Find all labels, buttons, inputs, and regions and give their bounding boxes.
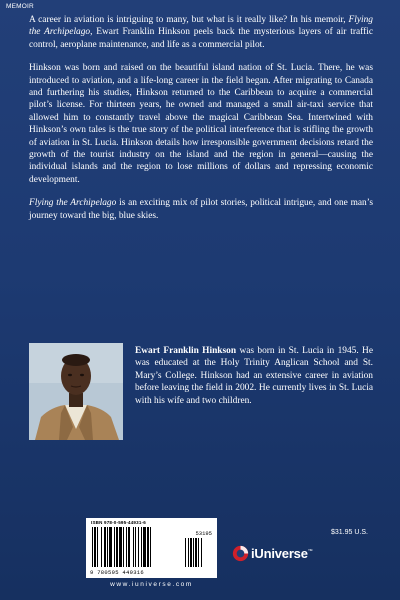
barcode-bar [143,527,146,567]
trademark-symbol: ™ [307,548,313,555]
barcode-bar [188,538,189,567]
barcode-bar [107,527,108,567]
blurb-paragraph-1 [29,14,373,51]
barcode-bar [104,527,106,567]
barcode-bar [94,527,96,567]
publisher-name [251,546,313,561]
barcode-bar [133,527,134,567]
barcode-bar [198,538,199,567]
barcode-bar [141,527,142,567]
barcode-bar [147,527,149,567]
barcode-bar [190,538,192,567]
isbn-digits: 9 780595 449316 [90,569,145,576]
blurb [29,14,373,233]
barcode-bar [193,538,194,567]
barcode-bar [128,527,130,567]
publisher-website: www.iuniverse.com [110,581,193,588]
barcode-bar [101,527,102,567]
author-bio [135,345,373,407]
author-bio-text: was born in St. Lucia in 1945. He was educated at the Holy Trinity Anglican School and St. Mary’s College. Hinkson had an extensive career in aviation before leaving the field in 2002. He currently lives in St. Lucia with his wife and two children. [135,346,373,406]
publisher-logo [232,543,313,563]
publisher-name-text: iUniverse [251,545,308,561]
blurb-paragraph-3 [29,197,373,222]
barcode-bar [138,527,139,567]
author-photo [29,343,123,440]
barcode-bar [119,527,122,567]
book-title-italic: Flying the Archipelago [29,198,117,209]
book-title-italic: Flying the Archipelago [29,15,373,38]
barcode-bar [135,527,136,567]
blurb-paragraph-2: Hinkson was born and raised on the beautiful island nation of St. Lucia. There, he was introduced to aviation, and a life-long career in the field began. After migrating to Canada and furthering his studies, Hinkson returned to the Caribbean to acquire a commercial pilot’s license. For thirteen years, he owned and managed a small air-taxi service that allowed him to constantly travel above the magical Caribbean Sea. Intertwined with Hinkson’s own tales is the true story of the political interference that is stifling the growth of aviation in St. Lucia. Hinkson details how irresponsible government decisions retard the growth of the tourist industry on the island and the region in general—causing the individual islands and the region to lose millions of dollars and repressing economic development. [29,63,373,185]
barcode-bar [114,527,115,567]
barcode-bar [123,527,124,567]
barcode-bar [92,527,93,567]
author-portrait-image [29,343,123,440]
isbn-label: ISBN 978-0-595-44931-6 [91,520,146,525]
barcode-bar [97,527,98,567]
iuniverse-logo-icon [232,545,249,562]
blurb-p3-text: is an exciting mix of pilot stories, political intrigue, and one man’s journey toward the big, blue skies. [29,198,373,221]
barcode-bar [109,527,112,567]
author-name: Ewart Franklin Hinkson [135,346,237,356]
blurb-p1-text-end: , Ewart Franklin Hinkson peels back the mysterious layers of air traffic control, aeroplane maintenance, and life as a commercial pilot. [29,27,374,50]
barcode-bar [201,538,202,567]
author-section [29,343,373,443]
barcode [86,518,217,578]
genre-label: MEMOIR [6,3,34,10]
price-label: $31.95 U.S. [331,529,368,536]
price-code: 53195 [195,530,212,537]
barcode-bar [195,538,197,567]
barcode-bar [150,527,151,567]
barcode-bar [185,538,186,567]
barcode-bar [116,527,118,567]
blurb-p1-text: A career in aviation is intriguing to many, but what is it really like? In his memoir, [29,15,349,25]
barcode-bar [126,527,127,567]
